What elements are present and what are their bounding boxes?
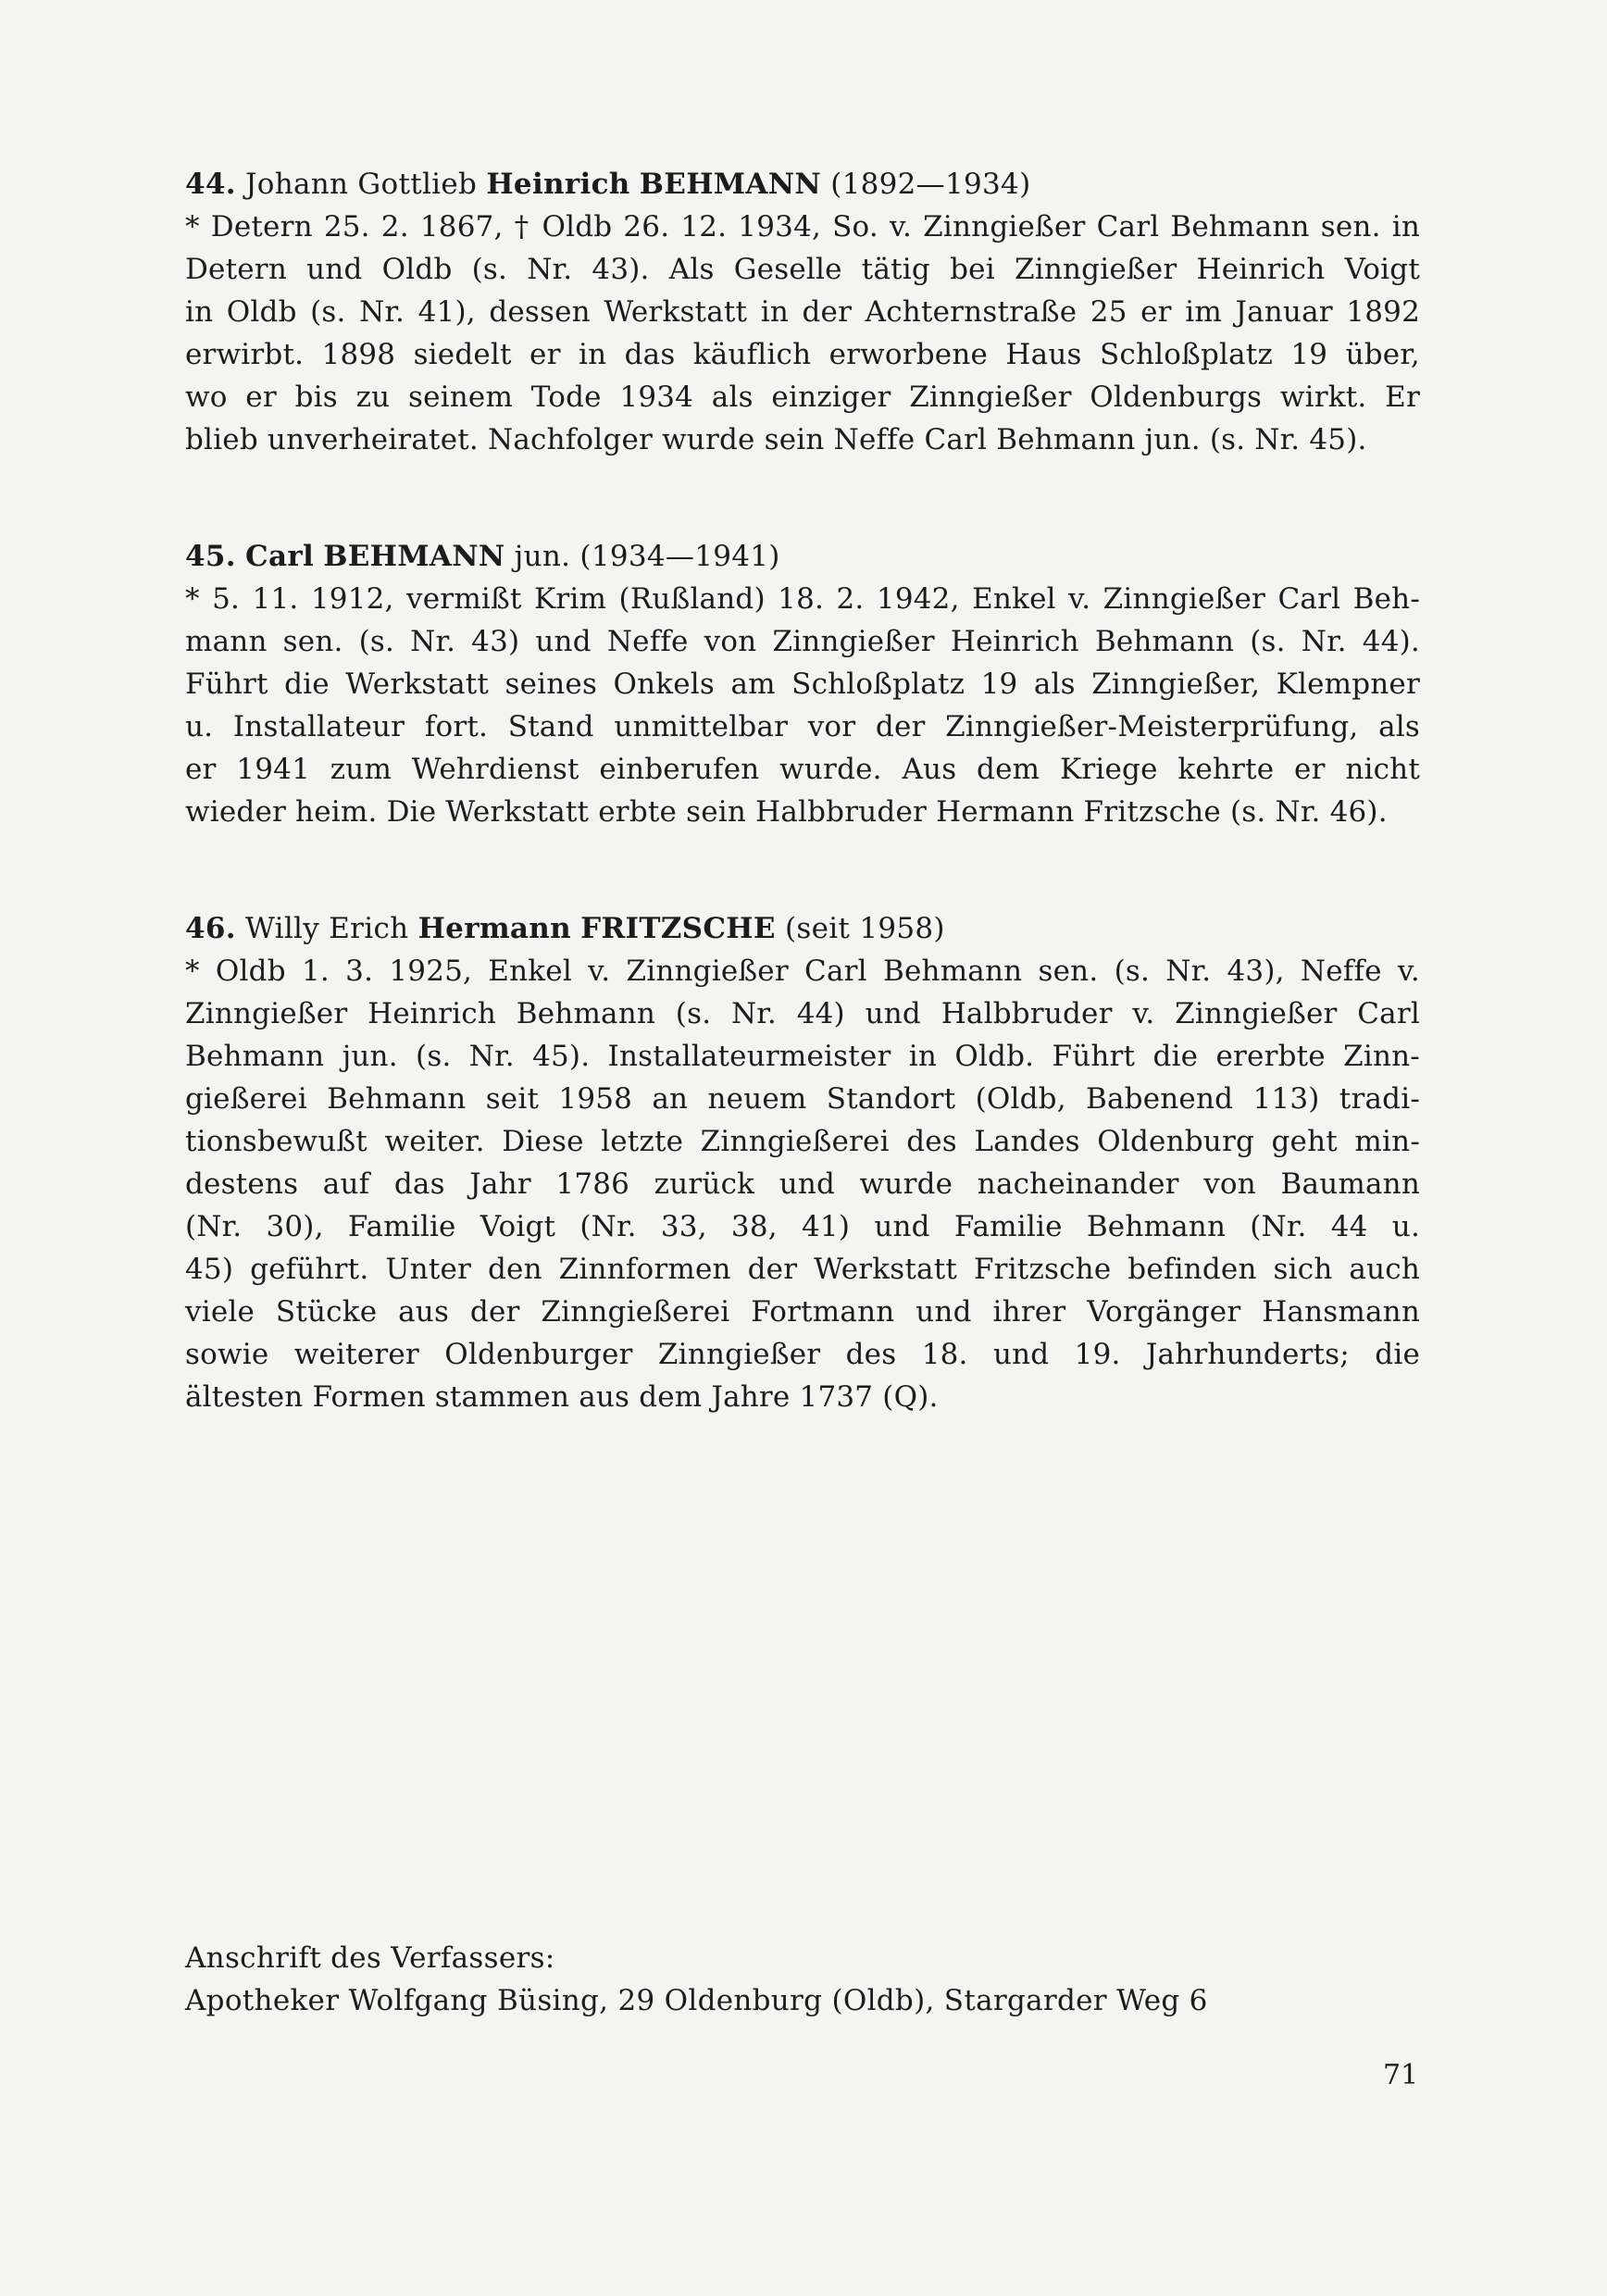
entry-period: (1892—1934) (830, 168, 1031, 201)
entry-number: 45. (185, 540, 236, 573)
entry-line: mann sen. (s. Nr. 43) und Neffe von Zinngießer Heinrich Behmann (s. Nr. 44). (185, 625, 1420, 658)
entry-heading (185, 163, 1420, 206)
address-label: Anschrift des Verfassers: (185, 1941, 555, 1975)
page-number: 71 (1383, 2059, 1419, 2091)
entry-line: u. Installateur fort. Stand unmittelbar vor der Zinngießer-Meisterprüfung, als (185, 710, 1420, 743)
entry-surname: FRITZSCHE (580, 912, 776, 945)
entry-given-names: Willy Erich (245, 912, 409, 945)
entry-number: 46. (185, 912, 236, 945)
entry-line: destens auf das Jahr 1786 zurück und wurde nacheinander von Baumann (185, 1167, 1420, 1201)
entry-line: tionsbewußt weiter. Diese letzte Zinngießerei des Landes Oldenburg geht min- (185, 1125, 1420, 1158)
entry-period: (seit 1958) (784, 912, 945, 945)
entry-line: sowie weiterer Oldenburger Zinngießer des 18. und 19. Jahrhunderts; die (185, 1338, 1420, 1371)
entry-line: * Oldb 1. 3. 1925, Enkel v. Zinngießer Carl Behmann sen. (s. Nr. 43), Neffe v. (185, 955, 1420, 988)
entry-line: blieb unverheiratet. Nachfolger wurde sein Neffe Carl Behmann jun. (s. Nr. 45). (185, 423, 1367, 456)
entry-line: wieder heim. Die Werkstatt erbte sein Halbbruder Hermann Fritzsche (s. Nr. 46). (185, 795, 1388, 829)
entry-line: viele Stücke aus der Zinngießerei Fortmann und ihrer Vorgänger Hansmann (185, 1295, 1420, 1329)
entry-call-name: Hermann (417, 912, 571, 945)
entry-given-names: Johann Gottlieb (245, 168, 478, 201)
entry-number: 44. (185, 168, 236, 201)
entry-line: in Oldb (s. Nr. 41), dessen Werkstatt in der Achternstraße 25 er im Januar 1892 (185, 295, 1420, 329)
entry-surname: BEHMANN (323, 540, 505, 573)
entry-heading (185, 907, 1420, 950)
author-address (185, 1937, 1296, 2022)
entry-surname: BEHMANN (639, 168, 822, 201)
entry-heading (185, 535, 1420, 578)
entry-line: er 1941 zum Wehrdienst einberufen wurde. Aus dem Kriege kehrte er nicht (185, 753, 1420, 786)
entry-line: Detern und Oldb (s. Nr. 43). Als Geselle tätig bei Zinngießer Heinrich Voigt (185, 253, 1420, 286)
entry-suffix: jun. (514, 540, 571, 573)
entry-45 (185, 535, 1420, 833)
entry-line: * 5. 11. 1912, vermißt Krim (Rußland) 18. 2. 1942, Enkel v. Zinngießer Carl Beh- (185, 582, 1420, 616)
entry-line: ältesten Formen stammen aus dem Jahre 1737 (Q). (185, 1380, 939, 1414)
entry-44 (185, 163, 1420, 461)
entry-line: erwirbt. 1898 siedelt er in das käuflich erworbene Haus Schloßplatz 19 über, (185, 338, 1420, 371)
entry-line: wo er bis zu seinem Tode 1934 als einziger Zinngießer Oldenburgs wirkt. Er (185, 381, 1420, 414)
address-text: Apotheker Wolfgang Büsing, 29 Oldenburg (Oldb), Stargarder Weg 6 (185, 1984, 1208, 2017)
entry-line: gießerei Behmann seit 1958 an neuem Standort (Oldb, Babenend 113) tradi- (185, 1082, 1420, 1116)
entry-line: (Nr. 30), Familie Voigt (Nr. 33, 38, 41) und Familie Behmann (Nr. 44 u. (185, 1210, 1420, 1243)
entry-line: Zinngießer Heinrich Behmann (s. Nr. 44) und Halbbruder v. Zinngießer Carl (185, 997, 1420, 1030)
entry-call-name: Carl (245, 540, 315, 573)
entry-line: Behmann jun. (s. Nr. 45). Installateurmeister in Oldb. Führt die ererbte Zinn- (185, 1040, 1420, 1073)
entry-period: (1934—1941) (579, 540, 780, 573)
entry-line: 45) geführt. Unter den Zinnformen der Werkstatt Fritzsche befinden sich auch (185, 1253, 1420, 1286)
entry-line: Führt die Werkstatt seines Onkels am Schloßplatz 19 als Zinngießer, Klempner (185, 668, 1420, 701)
entry-46 (185, 907, 1420, 1418)
entry-line: * Detern 25. 2. 1867, † Oldb 26. 12. 1934, So. v. Zinngießer Carl Behmann sen. in (185, 210, 1420, 243)
entry-call-name: Heinrich (486, 168, 630, 201)
